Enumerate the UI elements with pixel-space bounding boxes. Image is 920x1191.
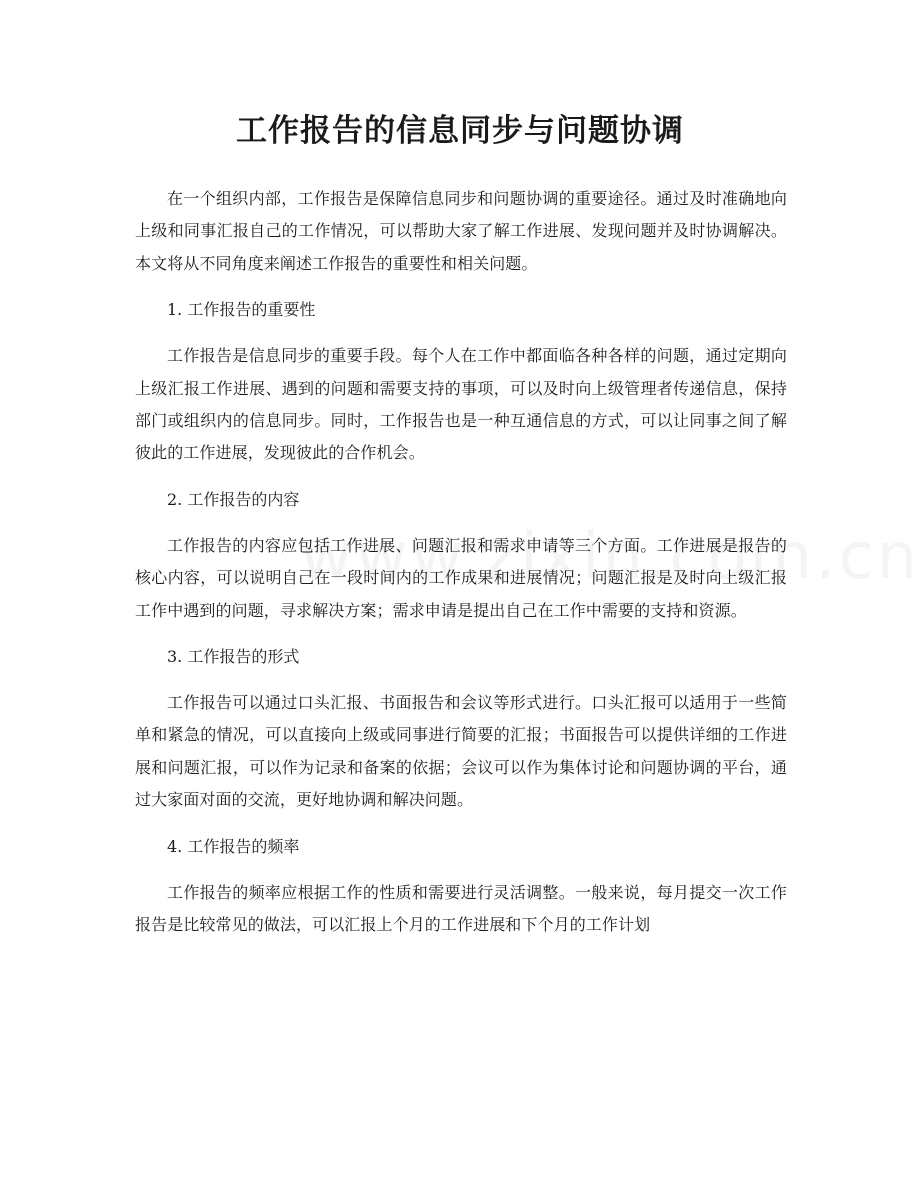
section-heading-1: 1. 工作报告的重要性 — [167, 300, 316, 320]
section-body-3: 工作报告可以通过口头汇报、书面报告和会议等形式进行。口头汇报可以适用于一些简单和紧急的情况，可以直接向上级或同事进行简要的汇报；书面报告可以提供详细的工作进展和问题汇报，可以作为记录和备案的依据；会议可以作为集体讨论和问题协调的平台，通过大家面对面的交流，更好地协调和解决问题。 — [135, 693, 787, 810]
section-body-1: 工作报告是信息同步的重要手段。每个人在工作中都面临各种各样的问题，通过定期向上级汇报工作进展、遇到的问题和需要支持的事项，可以及时向上级管理者传递信息，保持部门或组织内的信息同步。同时，工作报告也是一种互通信息的方式，可以让同事之间了解彼此的工作进展，发现彼此的合作机会。 — [135, 346, 787, 463]
section-body-2: 工作报告的内容应包括工作进展、问题汇报和需求申请等三个方面。工作进展是报告的核心内容，可以说明自己在一段时间内的工作成果和进展情况；问题汇报是及时向上级汇报工作中遇到的问题，寻求解决方案；需求申请是提出自己在工作中需要的支持和资源。 — [135, 535, 787, 620]
section-heading-3: 3. 工作报告的形式 — [167, 647, 300, 667]
document-body — [135, 183, 787, 942]
section-heading-4: 4. 工作报告的频率 — [167, 836, 300, 856]
document-title: 工作报告的信息同步与问题协调 — [236, 113, 684, 149]
intro-paragraph: 在一个组织内部，工作报告是保障信息同步和问题协调的重要途径。通过及时准确地向上级和同事汇报自己的工作情况，可以帮助大家了解工作进展、发现问题并及时协调解决。本文将从不同角度来阐述工作报告的重要性和相关问题。 — [135, 189, 787, 273]
section-body-4: 工作报告的频率应根据工作的性质和需要进行灵活调整。一般来说，每月提交一次工作报告是比较常见的做法，可以汇报上个月的工作进展和下个月的工作计划 — [135, 882, 787, 935]
section-heading-2: 2. 工作报告的内容 — [167, 489, 300, 509]
